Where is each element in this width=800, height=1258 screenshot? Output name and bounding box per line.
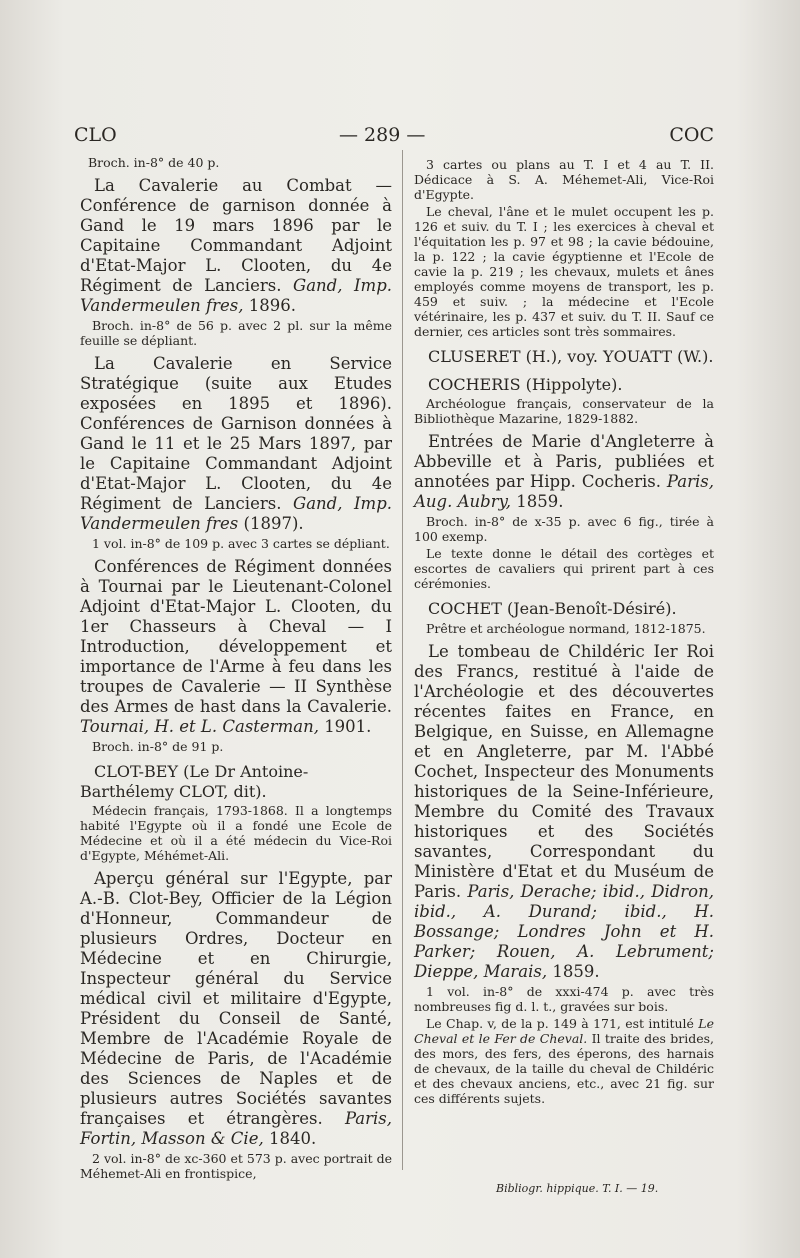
entry-title (80, 176, 392, 316)
entry-tail: 1840. (268, 1129, 317, 1148)
entry-imprint: Tournai, H. et L. Casterman, (80, 717, 319, 736)
entry-text: CLUSERET (H.), voy. YOUATT (W.). (428, 347, 714, 366)
entry-heading (414, 375, 714, 395)
entry-note (80, 1151, 392, 1181)
entry-heading (414, 347, 714, 367)
entry-note (414, 546, 714, 591)
entry-note (80, 536, 392, 551)
entry-text: 1 vol. in-8° de xxxi-474 p. avec très nombreuses fig d. l. t., gravées sur bois. (414, 983, 714, 1014)
signature-footer: Bibliogr. hippique. T. I. — 19. (496, 1182, 659, 1195)
entry-tail: (1897). (243, 514, 304, 533)
entry-title (80, 869, 392, 1149)
entry-text: Conférences de Régiment données à Tournai par le Lieutenant-Colonel Adjoint d'Etat-Major L. Clooten, du 1er Chasseurs à Cheval — I Introduction, développement et importance de l'Arme à feu dans les troupes de Cavalerie — II Synthèse des Armes de hast dans la Cavalerie. (80, 557, 392, 716)
entry-text: Médecin français, 1793-1868. Il a longtemps habité l'Egypte où il a fondé une Ecole de Médecine et où il a été médecin du Vice-Roi d'Egypte, Méhémet-Ali. (80, 803, 392, 863)
entry-imprint: Paris, Derache; ibid., Didron, ibid., A. Durand; ibid., H. Bossange; Londres John et H. Parker; Rouen, A. Lebrument; Dieppe, Marais, (414, 881, 714, 981)
entry-imprint: Paris, Fortin, Masson & Cie, (80, 1109, 393, 1148)
entry-text: Prêtre et archéologue normand, 1812-1875. (426, 620, 706, 636)
entry-note (80, 155, 392, 170)
entry-imprint: Gand, Imp. Vandermeulen fres (80, 494, 392, 533)
entry-title (80, 354, 392, 534)
entry-text: Le tombeau de Childéric Ier Roi des Francs, restitué à l'aide de l'Archéologie et des découvertes récentes faites en France, en Belgique, en Suisse, en Allemagne et en Angleterre, par M. l'Abbé Cochet, Inspecteur des Monuments historiques de la Seine-Inférieure, Membre du Comité des Travaux historiques et des Sociétés savantes, Correspondant du Ministère d'Etat et du Muséum de Paris. (414, 641, 714, 901)
entry-imprint: Gand, Imp. Vandermeulen fres, (80, 276, 392, 315)
entry-text: Broch. in-8° de 91 p. (92, 739, 224, 754)
column-divider (402, 150, 403, 1170)
entry-text: Aperçu général sur l'Egypte, par A.-B. Clot-Bey, Officier de la Légion d'Honneur, Commandeur de plusieurs Ordres, Docteur en Médecine et en Chirurgie, Inspecteur général du Service médical civil et militaire d'Egypte, Président du Conseil de Santé, Membre de l'Académie Royale de Médecine de Paris, de l'Académie des Sciences de Naples et de plusieurs autres Sociétés savantes françaises et étrangères. (80, 869, 392, 1128)
entry-note (414, 1016, 714, 1106)
entry-text: Broch. in-8° de x-35 p. avec 6 fig., tirée à 100 exemp. (414, 514, 714, 544)
entry-text: La Cavalerie au Combat — Conférence de garnison donnée à Gand le 19 mars 1896 par le Capitaine Commandant Adjoint d'Etat-Major L. Clooten, du 4e Régiment de Lanciers. (80, 176, 392, 295)
entry-note (414, 984, 714, 1014)
entry-text: Broch. in-8° de 56 p. avec 2 pl. sur la même feuille se dépliant. (80, 318, 392, 348)
entry-tail: 1859. (552, 961, 600, 981)
entry-text: 2 vol. in-8° de xc-360 et 573 p. avec portrait de Méhemet-Ali en frontispice, (80, 1151, 392, 1181)
entry-note (80, 318, 392, 348)
entry-tail: 1901. (324, 717, 372, 736)
entry-tail: Il traite des brides, des mors, des fers, des éperons, des harnais de chevaux, de la taille du cheval de Childéric et des chevaux anciens, etc., avec 21 fig. sur ces différents sujets. (414, 1030, 714, 1106)
entry-text: COCHERIS (Hippolyte). (428, 374, 623, 394)
entry-text: COCHET (Jean-Benoît-Désiré). (428, 599, 677, 618)
entry-note (414, 204, 714, 339)
entry-title (80, 557, 392, 737)
entry-text: CLOT-BEY (Le Dr Antoine-Barthélemy CLOT, dit). (80, 762, 309, 801)
entry-text: Le texte donne le détail des cortèges et escortes de cavaliers qui prirent part à ces cérémonies. (414, 546, 714, 591)
entry-text: 3 cartes ou plans au T. I et 4 au T. II. Dédicace à S. A. Méhemet-Ali, Vice-Roi d'Egypte. (414, 157, 714, 202)
entry-note (80, 803, 392, 863)
entry-title (414, 642, 714, 982)
header-left: CLO (74, 124, 117, 146)
entry-tail: 1896. (248, 296, 297, 315)
entry-note (414, 514, 714, 544)
entry-imprint: Paris, Aug. Aubry, (414, 472, 714, 511)
right-column (414, 155, 714, 1106)
header-right: COC (669, 124, 714, 146)
entry-text: Le Chap. v, de la p. 149 à 171, est intitulé (426, 1015, 694, 1031)
entry-title (414, 432, 714, 512)
entry-tail: 1859. (516, 492, 564, 511)
entry-text: Le cheval, l'âne et le mulet occupent les p. 126 et suiv. du T. I ; les exercices à cheval et l'équitation les p. 97 et 98 ; la cavie bédouine, la p. 122 ; la cavie égyptienne et l'Ecole de cavie la p. 219 ; les chevaux, mulets et ânes employés comme moyens de transport, les p. 459 et suiv. ; la médecine et l'Ecole vétérinaire, les p. 437 et suiv. du T. II. Sauf ce dernier, ces articles sont très sommaires. (414, 204, 714, 339)
page-number: — 289 — (339, 124, 426, 146)
entry-note (414, 396, 714, 426)
entry-note (414, 621, 714, 636)
entry-note (80, 739, 392, 754)
entry-text: Archéologue français, conservateur de la Bibliothèque Mazarine, 1829-1882. (414, 396, 714, 426)
entry-heading (414, 599, 714, 619)
entry-text: Entrées de Marie d'Angleterre à Abbeville et à Paris, publiées et annotées par Hipp. Cocheris. (414, 432, 714, 491)
entry-heading (80, 762, 392, 801)
entry-text: 1 vol. in-8° de 109 p. avec 3 cartes se dépliant. (92, 536, 390, 551)
entry-text: Broch. in-8° de 40 p. (88, 155, 220, 170)
entry-note (414, 157, 714, 202)
left-column (80, 155, 392, 1181)
running-header (74, 124, 714, 154)
entry-imprint: Le Cheval et le Fer de Cheval. (414, 1015, 714, 1046)
entry-text: La Cavalerie en Service Stratégique (suite aux Etudes exposées en 1895 et 1896). Conférences de Garnison données à Gand le 11 et le 25 Mars 1897, par le Capitaine Commandant Adjoint d'Etat-Major L. Clooten, du 4e Régiment de Lanciers. (80, 354, 392, 513)
